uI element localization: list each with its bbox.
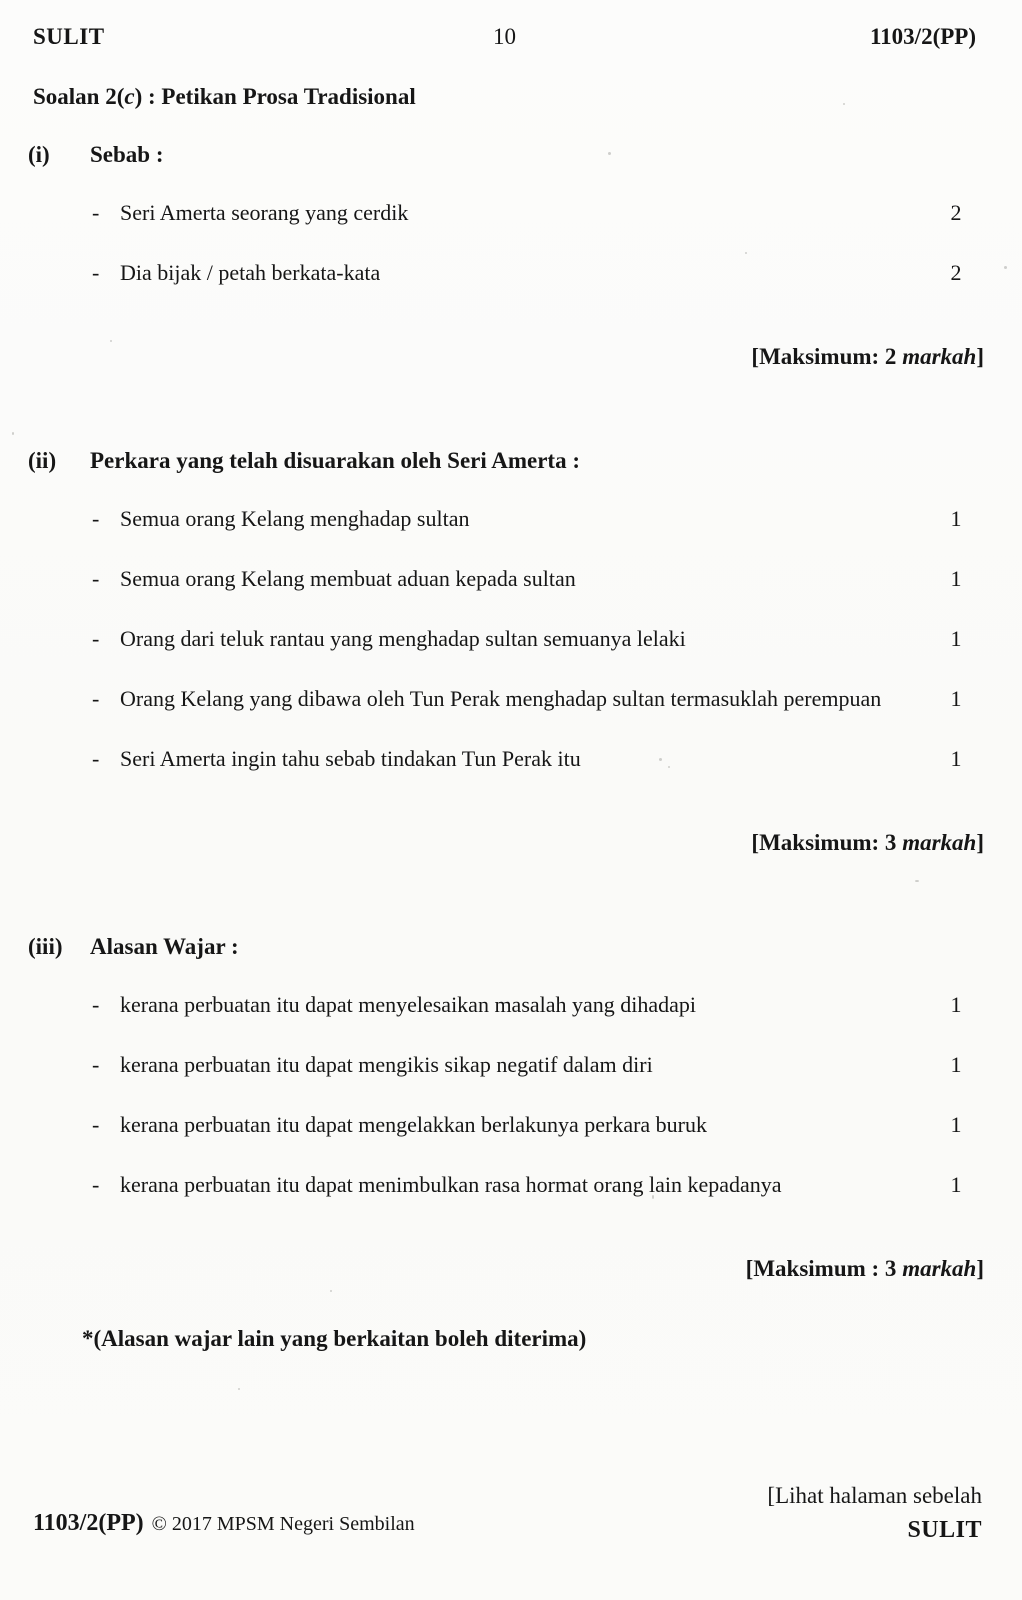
answer-item <box>92 258 992 288</box>
max-marks-note <box>0 798 984 888</box>
scan-speck <box>238 1388 240 1390</box>
page-header <box>0 0 1022 50</box>
answer-text: Seri Amerta seorang yang cerdik <box>120 200 409 225</box>
answer-text: Dia bijak / petah berkata-kata <box>120 260 381 285</box>
bullet-dash: - <box>92 1112 100 1137</box>
answer-text: Orang Kelang yang dibawa oleh Tun Perak menghadap sultan termasuklah perempuan <box>120 686 882 711</box>
answer-text: Semua orang Kelang menghadap sultan <box>120 506 470 531</box>
answer-text: Seri Amerta ingin tahu sebab tindakan Tun Perak itu <box>120 746 581 771</box>
max-marks-note <box>0 1224 984 1314</box>
question-title <box>33 84 1022 110</box>
mark-value: 1 <box>950 1172 962 1197</box>
max-marks-pre: [Maksimum : 3 <box>745 1256 903 1281</box>
answer-item <box>92 198 992 228</box>
answer-item <box>92 564 992 594</box>
bullet-dash: - <box>92 260 100 285</box>
answer-text: kerana perbuatan itu dapat menimbulkan rasa hormat orang lain kepadanya <box>120 1172 782 1197</box>
max-marks-note <box>0 312 984 402</box>
mark-value: 1 <box>950 686 962 711</box>
confidential-label-top: SULIT <box>33 24 105 49</box>
bullet-dash: - <box>92 992 100 1017</box>
max-marks-italic: markah <box>902 1256 977 1281</box>
answer-item <box>92 1170 992 1200</box>
sections-container <box>0 140 1022 1314</box>
max-marks-post: ] <box>976 1256 984 1281</box>
section-heading: Sebab : <box>90 142 164 167</box>
bullet-dash: - <box>92 506 100 531</box>
mark-value: 1 <box>950 1052 962 1077</box>
answer-item <box>92 624 992 654</box>
paper-code-top: 1103/2(PP) <box>869 24 976 49</box>
bullet-dash: - <box>92 200 100 225</box>
section-heading-row <box>28 932 1022 962</box>
section-heading-row <box>28 140 1022 170</box>
answer-item <box>92 504 992 534</box>
section-heading-row <box>28 446 1022 476</box>
footnote-accept-other-answers: *(Alasan wajar lain yang berkaitan boleh diterima) <box>82 1326 587 1351</box>
answer-text: kerana perbuatan itu dapat mengikis sikap negatif dalam diri <box>120 1052 653 1077</box>
mark-value: 1 <box>950 566 962 591</box>
max-marks-italic: markah <box>902 344 977 369</box>
answer-item <box>92 684 992 714</box>
section-heading: Perkara yang telah disuarakan oleh Seri Amerta : <box>90 448 580 473</box>
answer-list <box>0 198 1022 288</box>
answer-list <box>0 990 1022 1200</box>
mark-value: 2 <box>950 200 962 225</box>
footer-right <box>767 1478 982 1548</box>
mark-value: 1 <box>950 1112 962 1137</box>
answer-text: kerana perbuatan itu dapat mengelakkan berlakunya perkara buruk <box>120 1112 708 1137</box>
answer-item <box>92 990 992 1020</box>
question-title-variable: c <box>124 84 135 109</box>
page-number: 10 <box>493 24 516 49</box>
answer-item <box>92 744 992 774</box>
bullet-dash: - <box>92 1172 100 1197</box>
answer-text: kerana perbuatan itu dapat menyelesaikan masalah yang dihadapi <box>120 992 697 1017</box>
answer-section <box>0 932 1022 1314</box>
max-marks-post: ] <box>976 830 984 855</box>
answer-text: Semua orang Kelang membuat aduan kepada sultan <box>120 566 576 591</box>
answer-item <box>92 1050 992 1080</box>
bullet-dash: - <box>92 686 100 711</box>
answer-text: Orang dari teluk rantau yang menghadap sultan semuanya lelaki <box>120 626 686 651</box>
mark-value: 1 <box>950 626 962 651</box>
paper-code-bottom: 1103/2(PP) <box>33 1510 144 1536</box>
max-marks-post: ] <box>976 344 984 369</box>
answer-list <box>0 504 1022 774</box>
section-numeral: (iii) <box>28 934 63 959</box>
answer-section <box>0 140 1022 402</box>
bullet-dash: - <box>92 626 100 651</box>
bullet-dash: - <box>92 566 100 591</box>
max-marks-pre: [Maksimum: 2 <box>751 344 903 369</box>
max-marks-pre: [Maksimum: 3 <box>751 830 903 855</box>
mark-value: 1 <box>950 746 962 771</box>
max-marks-italic: markah <box>902 830 977 855</box>
question-title-post: ) : Petikan Prosa Tradisional <box>134 84 416 109</box>
see-next-page-note: [Lihat halaman sebelah <box>767 1483 982 1508</box>
footer-left <box>33 1510 415 1537</box>
bullet-dash: - <box>92 1052 100 1077</box>
mark-value: 1 <box>950 992 962 1017</box>
answer-section <box>0 446 1022 888</box>
section-numeral: (i) <box>28 142 50 167</box>
section-heading: Alasan Wajar : <box>90 934 239 959</box>
confidential-label-bottom: SULIT <box>907 1517 982 1543</box>
answer-item <box>92 1110 992 1140</box>
question-title-pre: Soalan 2( <box>33 84 125 109</box>
section-numeral: (ii) <box>28 448 57 473</box>
mark-value: 1 <box>950 506 962 531</box>
bullet-dash: - <box>92 746 100 771</box>
mark-value: 2 <box>950 260 962 285</box>
copyright-text: © 2017 MPSM Negeri Sembilan <box>151 1513 415 1535</box>
